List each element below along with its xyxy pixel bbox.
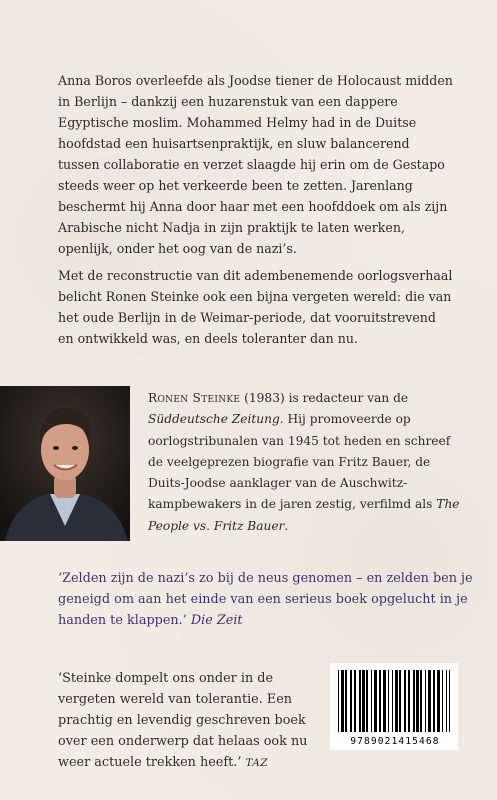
author-name: Ronen Steinke bbox=[148, 391, 241, 405]
barcode-bar bbox=[388, 670, 389, 732]
barcode-bar bbox=[437, 670, 440, 732]
barcode-bar bbox=[399, 670, 401, 732]
barcode-bar bbox=[404, 670, 406, 732]
barcode-bar bbox=[420, 670, 422, 732]
barcode-bar bbox=[374, 670, 377, 732]
newspaper-title: Süddeutsche Zeitung bbox=[148, 412, 280, 427]
barcode-bar bbox=[416, 670, 419, 732]
review-quote-2 bbox=[58, 668, 318, 774]
barcode-bar bbox=[341, 670, 344, 732]
review-quote-1 bbox=[58, 568, 478, 631]
barcode-bar bbox=[433, 670, 435, 732]
barcode-bar bbox=[392, 670, 393, 732]
author-bio-text-1: (1983) is redacteur van de bbox=[240, 391, 409, 405]
barcode-bar bbox=[359, 670, 361, 732]
barcode-bar bbox=[408, 670, 410, 732]
film-title: The People vs. Fritz Bauer bbox=[148, 497, 460, 533]
barcode-bar bbox=[446, 670, 447, 732]
barcode-bar bbox=[442, 670, 443, 732]
author-bio-end: . bbox=[284, 518, 289, 533]
isbn-number: 9789021415468 bbox=[350, 736, 440, 747]
barcode-bar bbox=[383, 670, 386, 732]
barcode-bar bbox=[366, 670, 368, 732]
barcode bbox=[330, 663, 458, 750]
quote-source: TAZ bbox=[245, 757, 268, 769]
barcode-bars bbox=[338, 670, 450, 732]
barcode-bar bbox=[413, 670, 415, 732]
blurb-paragraph-1: Anna Boros overleefde als Joodse tiener de Holocaust midden in Berlijn – dankzij een huzarenstuk van een dappere Egyptische moslim. Mohammed Helmy had in de Duitse hoofdstad een huisartsenpraktijk, en sluw balancerend tussen collaboratie en verzet slaagde hij erin om de Gestapo steeds weer op het verkeerde been te zetten. Jarenlang beschermt hij Anna door haar met een hoofddoek om als zijn Arabische nicht Nadja in zijn praktijk te laten werken, openlijk, onder het oog van de nazi’s. bbox=[58, 73, 453, 256]
barcode-bar bbox=[449, 670, 450, 732]
author-photo bbox=[0, 386, 130, 541]
barcode-bar bbox=[371, 670, 372, 732]
barcode-bar bbox=[338, 670, 339, 732]
blurb-paragraph-2: Met de reconstructie van dit adembenemende oorlogsverhaal belicht Ronen Steinke ook een bijna vergeten wereld: die van het oude Berlijn in de Weimar-periode, dat vooruitstrevend en ontwikkeld was, en deels toleranter dan nu. bbox=[58, 268, 453, 346]
barcode-bar bbox=[425, 670, 426, 732]
barcode-bar bbox=[395, 670, 398, 732]
quote-text: ‘Zelden zijn de nazi’s zo bij de neus genomen – en zelden ben je geneigd om aan het einde van een serieus boek opgelucht in je handen te klappen.’ bbox=[58, 571, 473, 628]
barcode-bar bbox=[428, 670, 431, 732]
quote-text: ‘Steinke dompelt ons onder in de vergeten wereld van tolerantie. Een prachtig en levendig geschreven boek over een onderwerp dat helaas ook nu weer actuele trekken heeft.’ bbox=[58, 671, 308, 770]
barcode-bar bbox=[345, 670, 347, 732]
barcode-bar bbox=[379, 670, 381, 732]
quote-source: Die Zeit bbox=[190, 613, 243, 628]
author-portrait-image bbox=[0, 386, 130, 541]
barcode-bar bbox=[350, 670, 352, 732]
barcode-bar bbox=[354, 670, 356, 732]
barcode-bar bbox=[362, 670, 365, 732]
author-bio bbox=[148, 388, 466, 537]
author-bio-text-2: . Hij promoveerde op oorlogstribunalen van 1945 tot heden en schreef de veelgeprezen biografie van Fritz Bauer, de Duits-Joodse aanklager van de Auschwitz-kampbewakers in de jaren zestig, verfilmd als bbox=[148, 412, 451, 512]
